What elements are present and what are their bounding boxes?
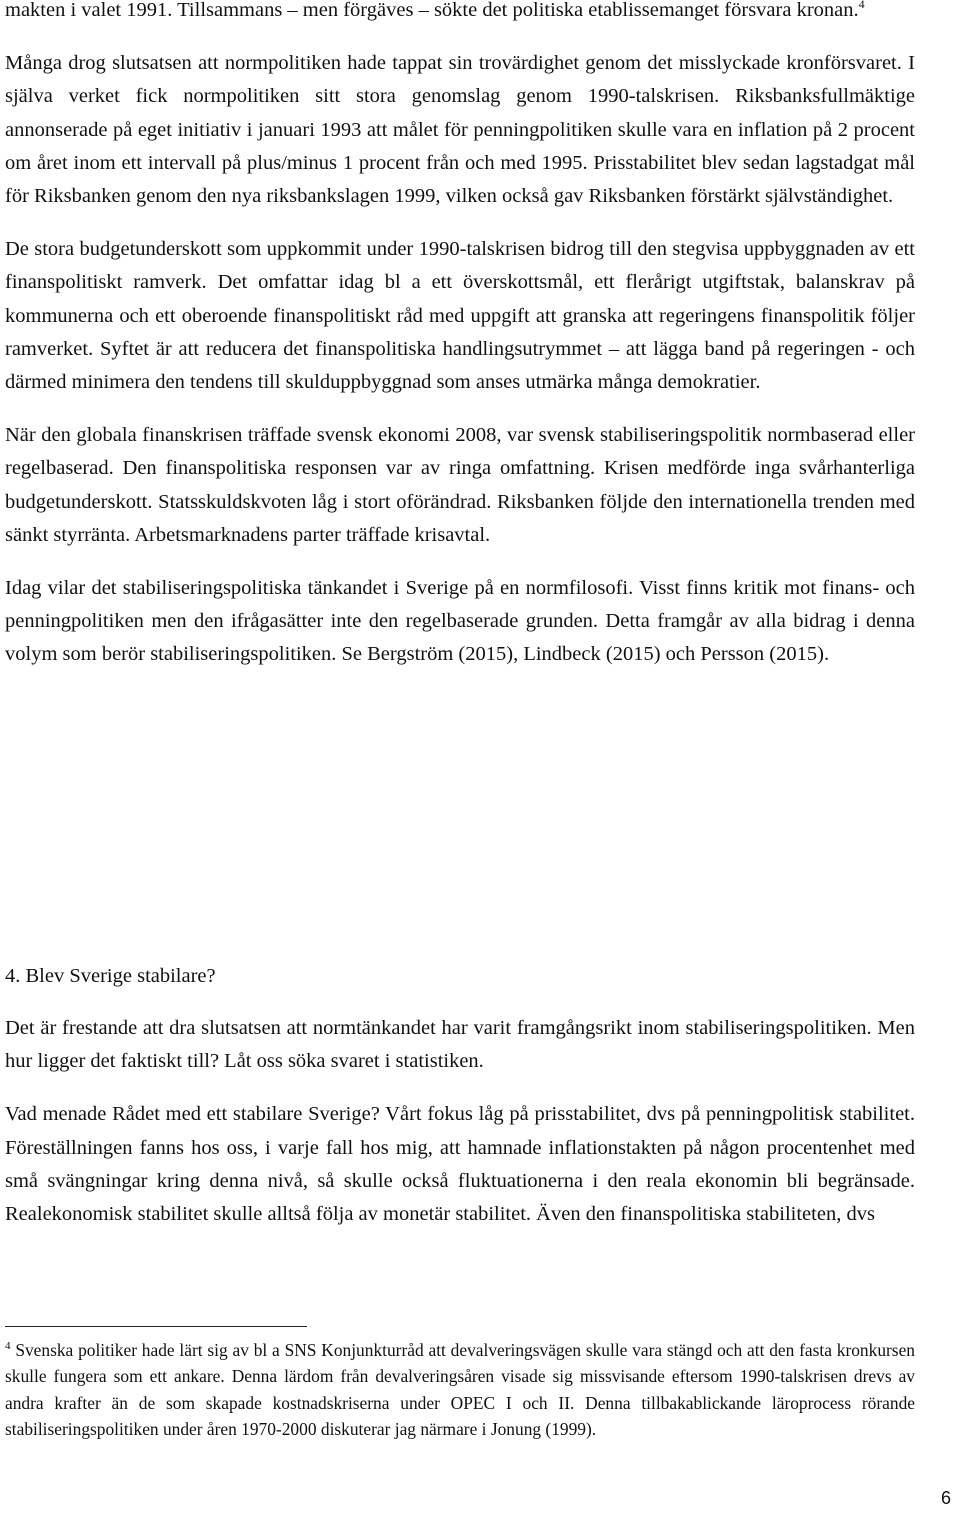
- paragraph: Idag vilar det stabiliseringspolitiska tänkandet i Sverige på en normfilosofi. Visst finns kritik mot finans- och penningpolitiken men den ifrågasätter inte den regelbaserade grunden. Detta framgår av alla bidrag i denna volym som berör stabiliseringspolitiken. Se Bergström (2015), Lindbeck (2015) och Persson (2015).: [5, 577, 915, 666]
- paragraph: Det är frestande att dra slutsatsen att normtänkandet har varit framgångsrikt inom stabiliseringspolitiken. Men hur ligger det faktiskt till? Låt oss söka svaret i statistiken.: [5, 1017, 915, 1073]
- footnote-separator: [5, 1326, 307, 1327]
- paragraph: Vad menade Rådet med ett stabilare Sverige? Vårt fokus låg på prisstabilitet, dvs på penningpolitisk stabilitet. Föreställningen fanns hos oss, i varje fall hos mig, att hamnade inflationstakten på någon procentenhet med små svängningar kring denna nivå, så skulle också fluktuationerna i den reala ekonomin bli begränsade. Realekonomisk stabilitet skulle alltså följa av monetär stabilitet. Även den finanspolitiska stabiliteten, dvs: [5, 1103, 915, 1226]
- paragraph: De stora budgetunderskott som uppkommit under 1990-talskrisen bidrog till den stegvisa uppbyggnaden av ett finanspolitiskt ramverk. Det omfattar idag bl a ett överskottsmål, ett flerårigt utgiftstak, balanskrav på kommunerna och ett oberoende finanspolitiskt råd med uppgift att granska att regeringens finanspolitik följer ramverket. Syftet är att reducera det finanspolitiska handlingsutrymmet – att lägga band på regeringen - och därmed minimera den tendens till skulduppbyggnad som anses utmärka många demokratier.: [5, 238, 915, 394]
- page-number: 6: [940, 1488, 951, 1508]
- body-section-1: [5, 0, 915, 672]
- paragraph-text: makten i valet 1991. Tillsammans – men förgäves – sökte det politiska etablissemanget försvara kronan.: [5, 0, 859, 21]
- paragraph: [5, 0, 915, 27]
- footnote: [5, 1337, 915, 1443]
- body-section-2: [5, 1012, 915, 1231]
- footnote-reference[interactable]: 4: [858, 0, 865, 12]
- footnote-number: 4: [5, 1340, 11, 1353]
- footnote-text: Svenska politiker hade lärt sig av bl a SNS Konjunkturråd att devalveringsvägen skulle vara stängd och att den fasta kronkursen skulle fungera som ett ankare. Denna lärdom från devalveringsåren visade sig missvisande eftersom 1990-talskrisen drevs av andra krafter än de som skapade kostnadskriserna under OPEC I och II. Denna tillbakablickande läroprocess rörande stabiliseringspolitiken under åren 1970-2000 diskuterar jag närmare i Jonung (1999).: [5, 1340, 915, 1440]
- paragraph: När den globala finanskrisen träffade svensk ekonomi 2008, var svensk stabiliseringspolitik normbaserad eller regelbaserad. Den finanspolitiska responsen var av ringa omfattning. Krisen medförde inga svårhanterliga budgetunderskott. Statsskuldskvoten låg i stort oförändrad. Riksbanken följde den internationella trenden med sänkt styrränta. Arbetsmarknadens parter träffade krisavtal.: [5, 424, 915, 546]
- section-heading: 4. Blev Sverige stabilare?: [5, 965, 216, 987]
- paragraph: Många drog slutsatsen att normpolitiken hade tappat sin trovärdighet genom det misslyckade kronförsvaret. I själva verket fick normpolitiken sitt stora genomslag genom 1990-talskrisen. Riksbanksfullmäktige annonserade på eget initiativ i januari 1993 att målet för penningpolitiken skulle vara en inflation på 2 procent om året inom ett intervall på plus/minus 1 procent från och med 1995. Prisstabilitet blev sedan lagstadgat mål för Riksbanken genom den nya riksbankslagen 1999, vilken också gav Riksbanken förstärkt självständighet.: [5, 52, 915, 208]
